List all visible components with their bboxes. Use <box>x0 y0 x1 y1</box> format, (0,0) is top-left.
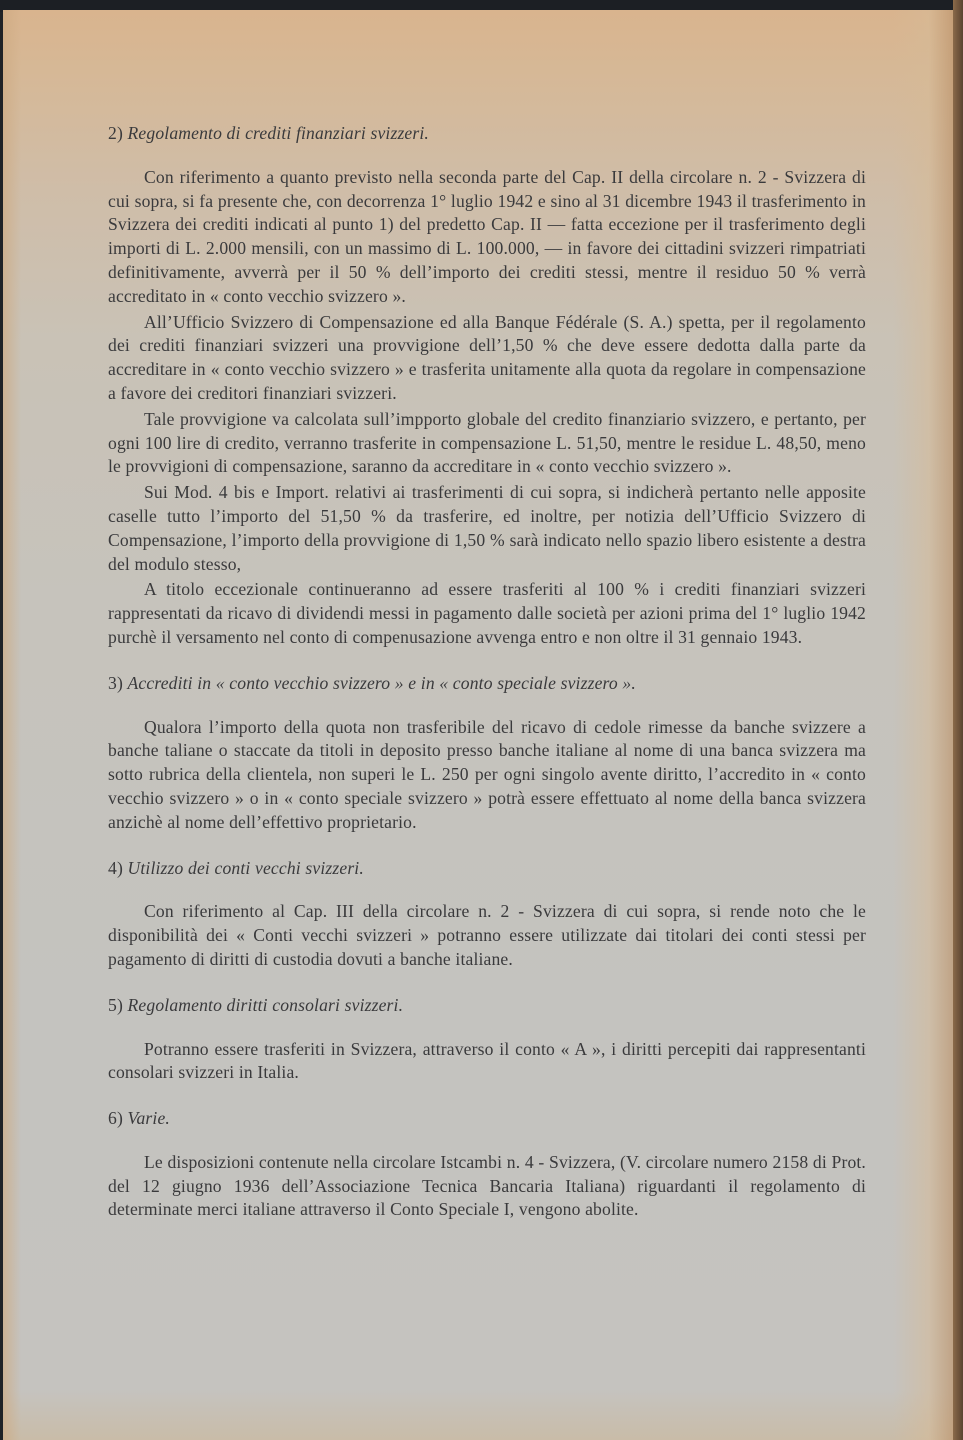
section-heading <box>108 1107 866 1131</box>
paragraph: Tale provvigione va calcolata sull’impporto globale del credito finanziario svizzero, e pertanto, per ogni 100 lire di credito, verranno trasferite in compensazione L. 51,50, mentre le residue L. 48,50, meno le provvigioni di compensazione, saranno da accreditare in « conto vecchio svizzero ». <box>108 408 866 477</box>
scan-border-right <box>953 0 963 1440</box>
section-heading <box>108 857 866 881</box>
section-number: 5) <box>108 994 123 1015</box>
paragraph: Con riferimento a quanto previsto nella seconda parte del Cap. II della circolare n. 2 - Svizzera di cui sopra, si fa presente che, con decorrenza 1° luglio 1942 e sino al 31 dicembre 1943 il trasferimento in Svizzera dei crediti indicati al punto 1) del predetto Cap. II — fatta eccezione per il trasferimento degli importi di L. 2.000 mensili, con un massimo di L. 100.000, — in favore dei cittadini svizzeri rimpatriati definitivamente, avverrà per il 50 % dell’importo dei crediti stessi, mentre il residuo 50 % verrà accreditato in « conto vecchio svizzero ». <box>108 166 866 306</box>
section-title: Varie. <box>127 1108 170 1129</box>
paragraph: A titolo eccezionale continueranno ad essere trasferiti al 100 % i crediti finanziari svizzeri rappresentati da ricavo di dividendi messi in pagamento dalle società per azioni prima del 1° luglio 1942 purchè il versamento nel conto di compenusazione avvenga entro e non oltre il 31 gennaio 1943. <box>108 579 866 647</box>
section-5 <box>108 994 866 1085</box>
section-title: Utilizzo dei conti vecchi svizzeri. <box>127 857 364 878</box>
document-body <box>108 122 866 1244</box>
section-heading <box>108 994 866 1018</box>
paragraph: Sui Mod. 4 bis e Import. relativi ai trasferimenti di cui sopra, si indicherà pertanto nelle apposite caselle tutto l’importo del 51,50 % da trasferire, ed inoltre, per notizia dell’Ufficio Svizzero di Compensazione, l’importo della provvigione di 1,50 % sarà indicato nello spazio libero esistente a destra del modulo stesso, <box>108 482 866 574</box>
section-number: 3) <box>108 672 123 693</box>
section-number: 6) <box>108 1108 123 1129</box>
section-number: 2) <box>108 123 123 143</box>
section-title: Regolamento di crediti finanziari svizzeri. <box>127 123 429 143</box>
section-title: Accrediti in « conto vecchio svizzero » e in « conto speciale svizzero ». <box>127 672 636 693</box>
paragraph: Potranno essere trasferiti in Svizzera, attraverso il conto « A », i diritti percepiti dai rappresentanti consolari svizzeri in Italia. <box>108 1038 866 1083</box>
section-3 <box>108 672 866 835</box>
paragraph: Con riferimento al Cap. III della circolare n. 2 - Svizzera di cui sopra, si rende noto che le disponibilità dei « Conti vecchi svizzeri » potranno essere utilizzate dai titolari dei conti stessi per pagamento di diritti di custodia dovuti a banche italiane. <box>108 901 866 969</box>
section-2 <box>108 122 866 650</box>
section-title: Regolamento diritti consolari svizzeri. <box>127 994 404 1015</box>
section-number: 4) <box>108 857 123 878</box>
paragraph: Le disposizioni contenute nella circolare Istcambi n. 4 - Svizzera, (V. circolare numero 2158 di Prot. del 12 giugno 1936 dell’Associazione Tecnica Bancaria Italiana) riguardanti il regolamento di determinate merci italiane attraverso il Conto Speciale I, vengono abolite. <box>108 1151 866 1220</box>
section-heading <box>108 672 866 696</box>
section-heading <box>108 122 866 146</box>
section-4 <box>108 857 866 972</box>
paragraph: Qualora l’importo della quota non trasferibile del ricavo di cedole rimesse da banche svizzere a banche taliane o staccate da titoli in deposito presso banche italiane al nome di una banca svizzera ma sotto rubrica della clientela, non superi le L. 250 per ogni singolo avente diritto, l’accredito in « conto vecchio svizzero » o in « conto speciale svizzero » potrà essere effettuato al nome della banca svizzera anzichè al nome dell’effettivo proprietario. <box>108 716 866 832</box>
section-6 <box>108 1107 866 1222</box>
paragraph: All’Ufficio Svizzero di Compensazione ed alla Banque Fédérale (S. A.) spetta, per il regolamento dei crediti finanziari svizzeri una provvigione dell’1,50 % che deve essere dedotta dalla parte da accreditare in « conto vecchio svizzero » e trasferita unitamente alla quota da regolare in compensazione a favore dei creditori finanziari svizzeri. <box>108 311 866 403</box>
